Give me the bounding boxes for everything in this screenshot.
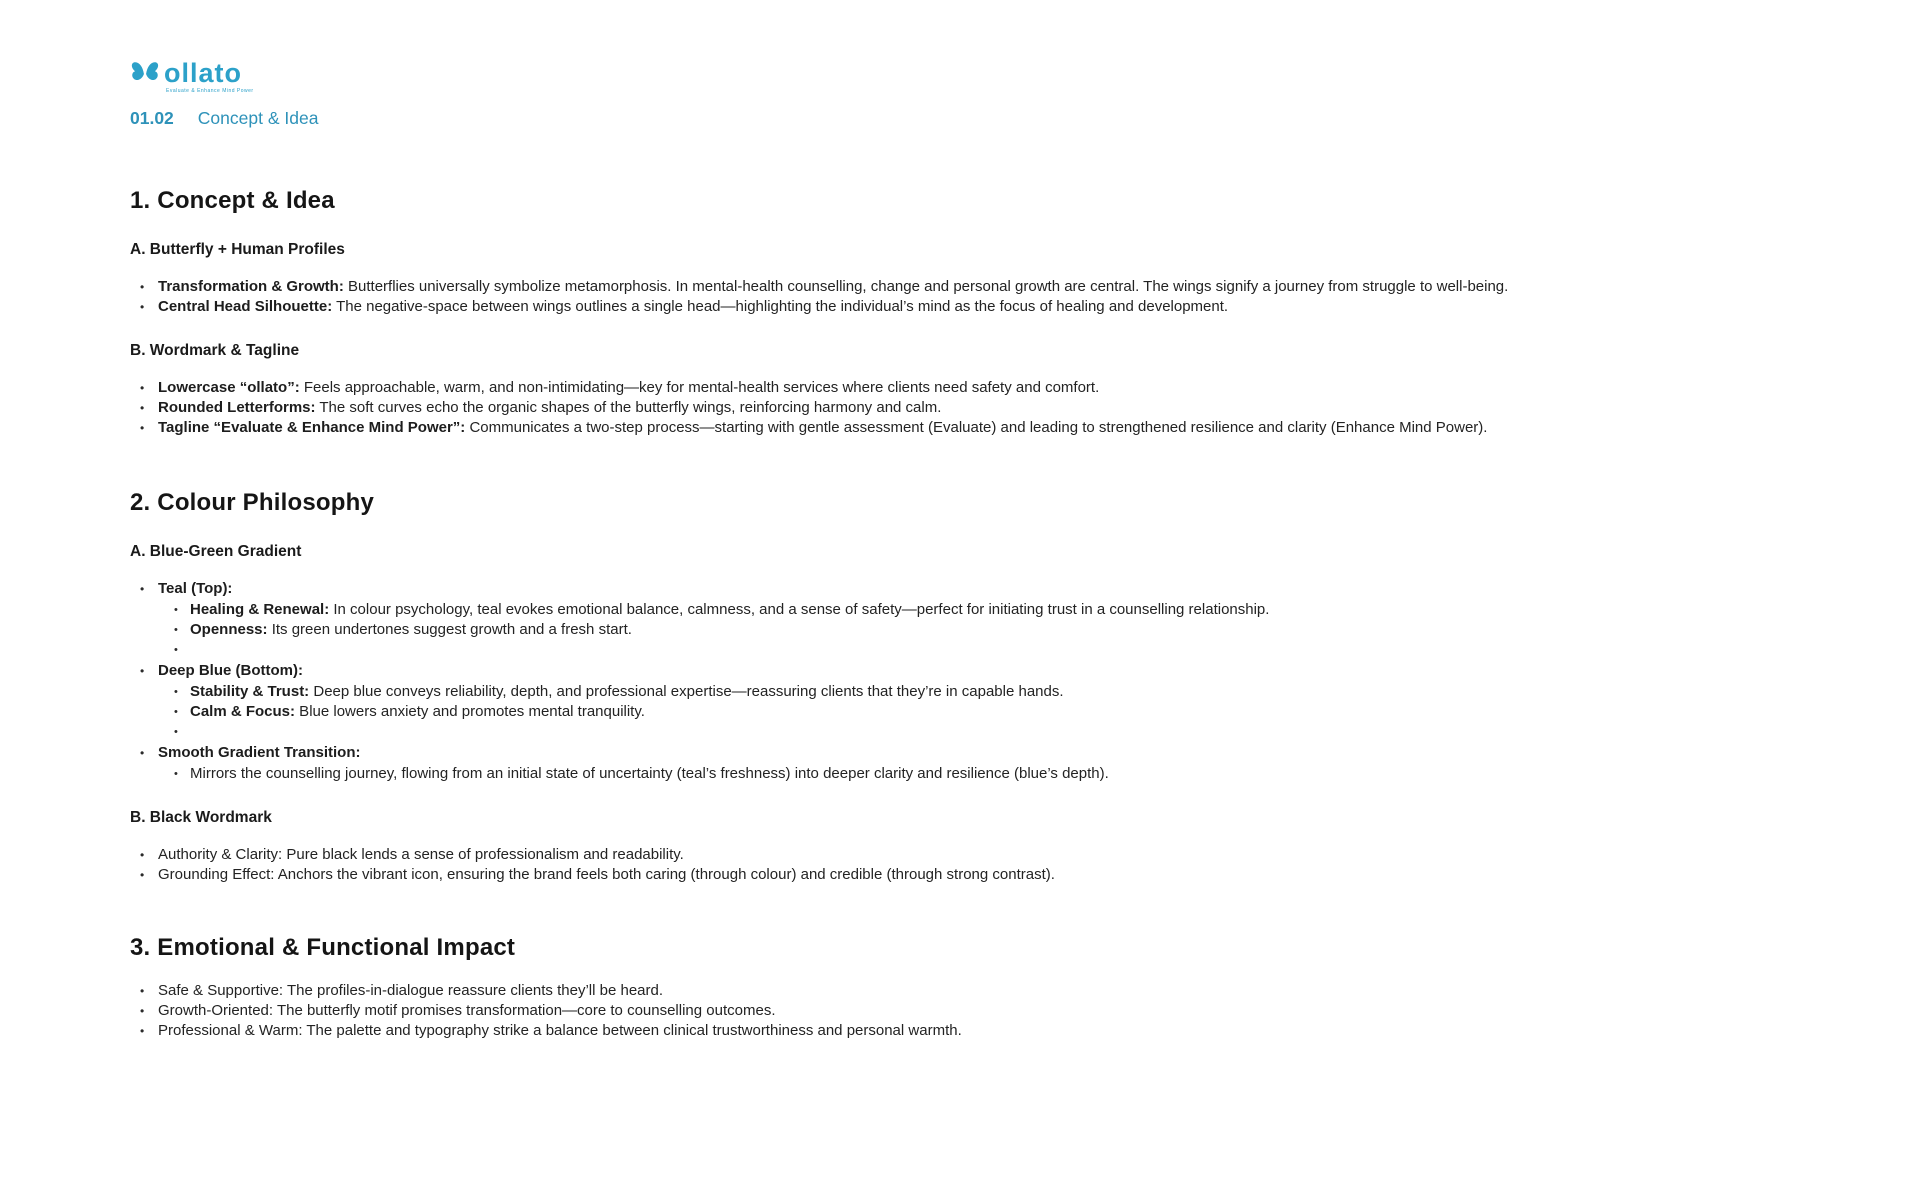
doc-reference <box>130 108 1850 129</box>
bullet-lead: Tagline “Evaluate & Enhance Mind Power”: <box>158 419 466 436</box>
bullet-text: Deep blue conveys reliability, depth, and professional expertise—reassuring clients that they’re in capable hands. <box>309 683 1064 700</box>
bullet-text: The negative-space between wings outlines a single head—highlighting the individual’s mind as the focus of healing and development. <box>332 298 1229 315</box>
section-3-heading: 3. Emotional & Functional Impact <box>130 934 516 961</box>
subsection-a-gradient-title: A. Blue-Green Gradient <box>130 543 302 560</box>
bullet-text: Communicates a two-step process—starting with gentle assessment (Evaluate) and leading to strengthened resilience and clarity (Enhance Mind Power). <box>465 419 1488 436</box>
doc-number: 01.02 <box>130 108 174 128</box>
bullet-tagline <box>138 418 1850 438</box>
butterfly-logo-icon <box>130 60 160 92</box>
bullet-healing-renewal <box>172 600 1850 620</box>
group-lead: Smooth Gradient Transition: <box>158 744 361 761</box>
bullet-empty <box>172 640 1850 657</box>
gradient-group-list <box>130 579 1850 784</box>
bullet-text: Its green undertones suggest growth and a fresh start. <box>267 621 632 638</box>
bullet-text: Butterflies universally symbolize metamorphosis. In mental-health counselling, change and personal growth are central. The wings signify a journey from struggle to well-being. <box>343 278 1509 295</box>
bullet-lead: Central Head Silhouette: <box>158 298 333 315</box>
bullet-transformation-growth <box>138 277 1850 297</box>
bullet-mirrors-journey <box>172 764 1850 784</box>
bullet-text: The soft curves echo the organic shapes of the butterfly wings, reinforcing harmony and calm. <box>315 399 942 416</box>
bullet-text: Safe & Supportive: The profiles-in-dialogue reassure clients they’ll be heard. <box>158 982 664 999</box>
bullet-text: Blue lowers anxiety and promotes mental tranquility. <box>295 703 645 720</box>
bullet-lead: Openness: <box>190 621 268 638</box>
doc-title: Concept & Idea <box>197 108 319 128</box>
bullet-text: In colour psychology, teal evokes emotional balance, calmness, and a sense of safety—perfect for initiating trust in a counselling relationship. <box>329 601 1270 618</box>
bullet-openness <box>172 620 1850 640</box>
teal-sub-list <box>158 600 1850 657</box>
bullet-text: Authority & Clarity: Pure black lends a sense of professionalism and readability. <box>158 846 684 863</box>
subsection-b-black-wordmark-title: B. Black Wordmark <box>130 809 272 826</box>
logo <box>130 58 1850 102</box>
bullet-text: Professional & Warm: The palette and typography strike a balance between clinical trustworthiness and personal warmth. <box>158 1022 962 1039</box>
impact-bullet-list <box>130 981 1850 1041</box>
bullet-professional-warm <box>138 1021 1850 1041</box>
bullet-text: Grounding Effect: Anchors the vibrant icon, ensuring the brand feels both caring (through colour) and credible (through strong contrast). <box>158 866 1055 883</box>
bullet-text: Feels approachable, warm, and non-intimidating—key for mental-health services where clients need safety and comfort. <box>299 379 1100 396</box>
black-wordmark-bullet-list <box>130 845 1850 885</box>
bullet-safe-supportive <box>138 981 1850 1001</box>
bullet-authority-clarity <box>138 845 1850 865</box>
bullet-empty <box>172 722 1850 739</box>
group-lead: Deep Blue (Bottom): <box>158 662 303 679</box>
bullet-text: Growth-Oriented: The butterfly motif promises transformation—core to counselling outcomes. <box>158 1002 776 1019</box>
subsection-b-wordmark-title: B. Wordmark & Tagline <box>130 342 300 359</box>
bullet-lead: Transformation & Growth: <box>158 278 344 295</box>
wordmark-bullet-list <box>130 378 1850 438</box>
brand-name: ollato <box>164 58 242 88</box>
bullet-lead: Lowercase “ollato”: <box>158 379 300 396</box>
bullet-lead: Stability & Trust: <box>190 683 310 700</box>
section-1-heading: 1. Concept & Idea <box>130 187 335 214</box>
subsection-a-butterfly-title: A. Butterfly + Human Profiles <box>130 241 345 258</box>
section-concept-idea <box>130 186 1850 438</box>
brand-tagline: Evaluate & Enhance Mind Power <box>166 88 254 94</box>
bullet-rounded-letterforms <box>138 398 1850 418</box>
butterfly-bullet-list <box>130 277 1850 317</box>
deep-blue-sub-list <box>158 682 1850 739</box>
bullet-stability-trust <box>172 682 1850 702</box>
group-smooth-gradient <box>138 743 1850 784</box>
section-colour-philosophy <box>130 488 1850 885</box>
brand-header <box>130 58 1850 129</box>
section-emotional-impact <box>130 933 1850 1041</box>
bullet-central-head <box>138 297 1850 317</box>
section-2-heading: 2. Colour Philosophy <box>130 489 375 516</box>
bullet-lead: Calm & Focus: <box>190 703 296 720</box>
group-teal-top <box>138 579 1850 657</box>
bullet-grounding-effect <box>138 865 1850 885</box>
bullet-lowercase <box>138 378 1850 398</box>
smooth-gradient-sub-list <box>158 764 1850 784</box>
bullet-lead: Healing & Renewal: <box>190 601 330 618</box>
group-lead: Teal (Top): <box>158 580 233 597</box>
bullet-calm-focus <box>172 702 1850 722</box>
bullet-text: Mirrors the counselling journey, flowing from an initial state of uncertainty (teal’s freshness) into deeper clarity and resilience (blue’s depth). <box>190 765 1109 782</box>
group-deep-blue-bottom <box>138 661 1850 739</box>
bullet-lead: Rounded Letterforms: <box>158 399 316 416</box>
bullet-growth-oriented <box>138 1001 1850 1021</box>
logo-text <box>164 58 254 94</box>
